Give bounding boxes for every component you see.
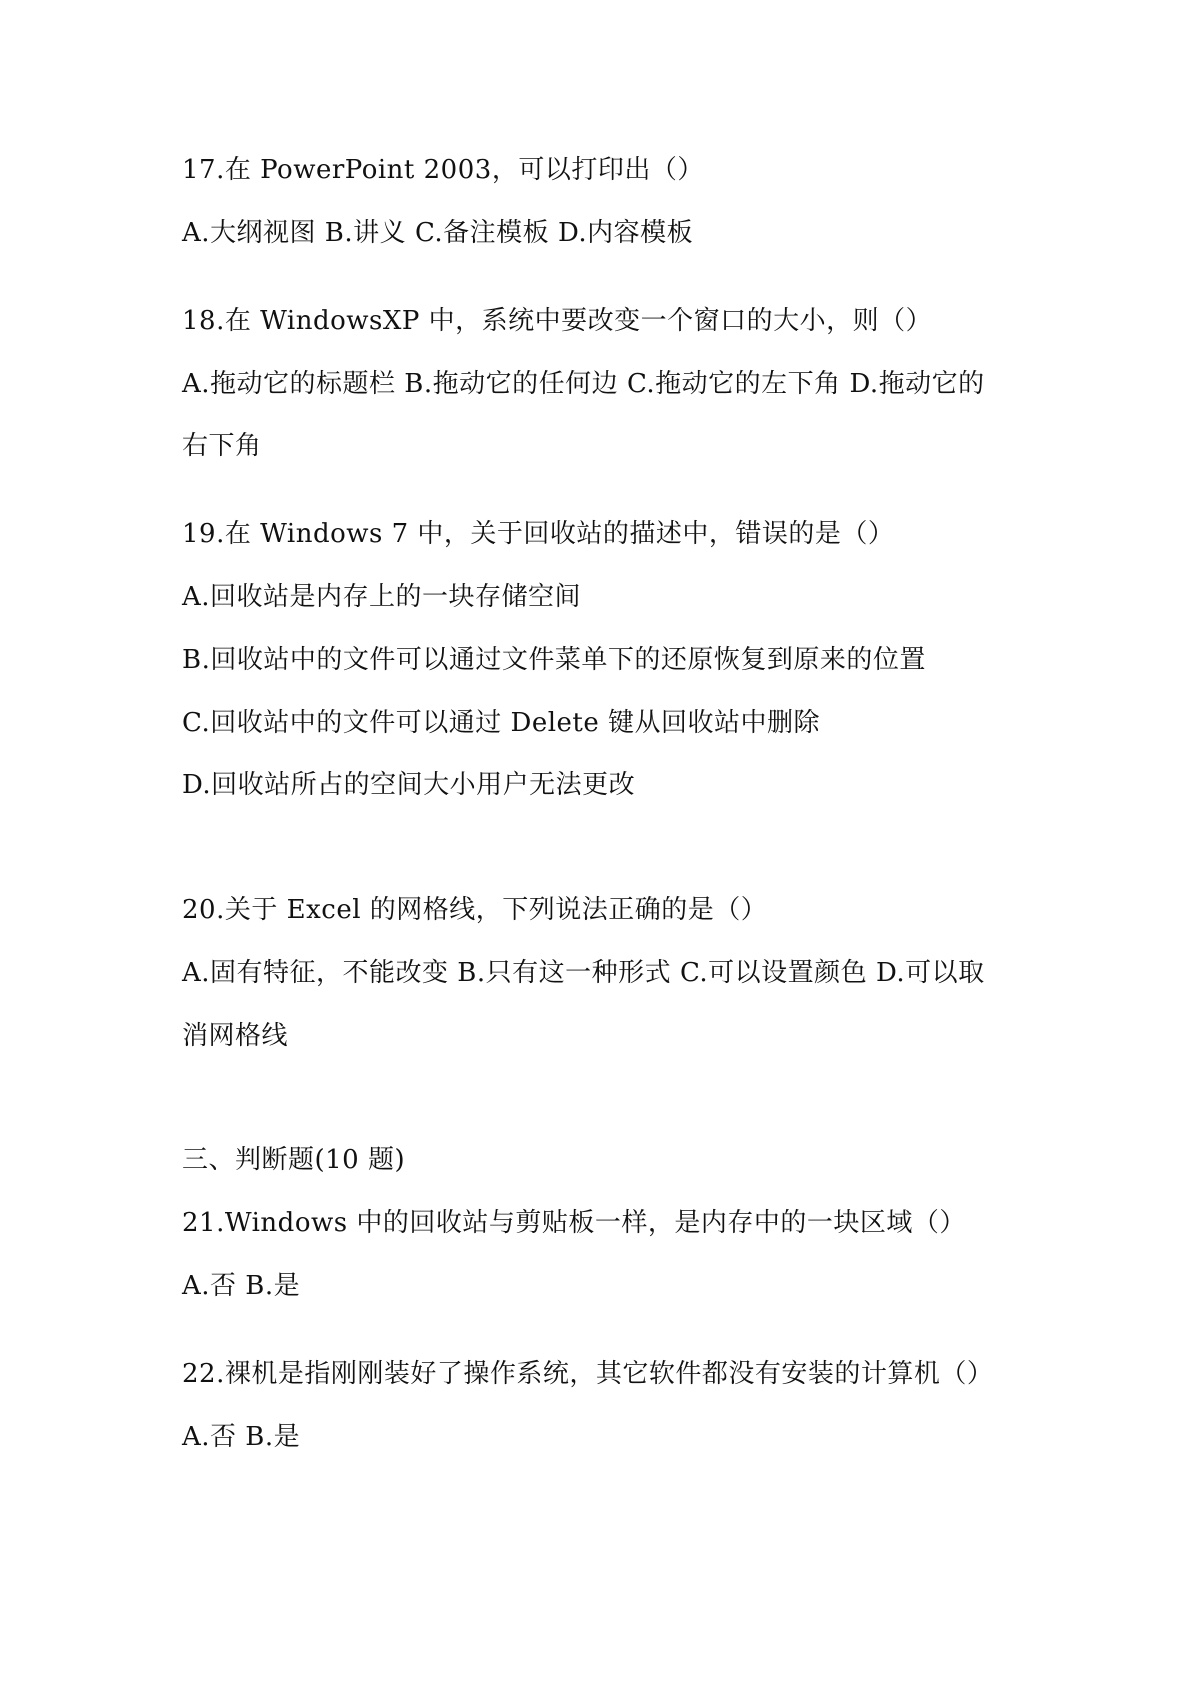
question-22: 22.裸机是指刚刚装好了操作系统，其它软件都没有安装的计算机（） [182,1359,994,1389]
question-18-options-line2: 右下角 [182,431,262,461]
question-19: 19.在 Windows 7 中，关于回收站的描述中，错误的是（） [182,519,895,549]
question-20-options-line1: A.固有特征，不能改变 B.只有这一种形式 C.可以设置颜色 D.可以取 [182,958,985,988]
question-19-option-a: A.回收站是内存上的一块存储空间 [182,582,582,612]
question-21: 21.Windows 中的回收站与剪贴板一样，是内存中的一块区域（） [182,1208,966,1238]
question-18-options-line1: A.拖动它的标题栏 B.拖动它的任何边 C.拖动它的左下角 D.拖动它的 [182,369,985,399]
question-19-option-d: D.回收站所占的空间大小用户无法更改 [182,770,636,800]
question-20: 20.关于 Excel 的网格线，下列说法正确的是（） [182,895,768,925]
question-19-option-b: B.回收站中的文件可以通过文件菜单下的还原恢复到原来的位置 [182,645,926,675]
question-21-options: A.否 B.是 [182,1271,301,1301]
question-17-options: A.大纲视图 B.讲义 C.备注模板 D.内容模板 [182,218,694,248]
question-17: 17.在 PowerPoint 2003，可以打印出（） [182,155,704,185]
question-20-options-line2: 消网格线 [182,1021,289,1051]
question-18: 18.在 WindowsXP 中，系统中要改变一个窗口的大小，则（） [182,306,933,336]
question-22-options: A.否 B.是 [182,1422,301,1452]
section-heading: 三、判断题(10 题) [182,1145,406,1175]
question-19-option-c: C.回收站中的文件可以通过 Delete 键从回收站中删除 [182,708,821,738]
